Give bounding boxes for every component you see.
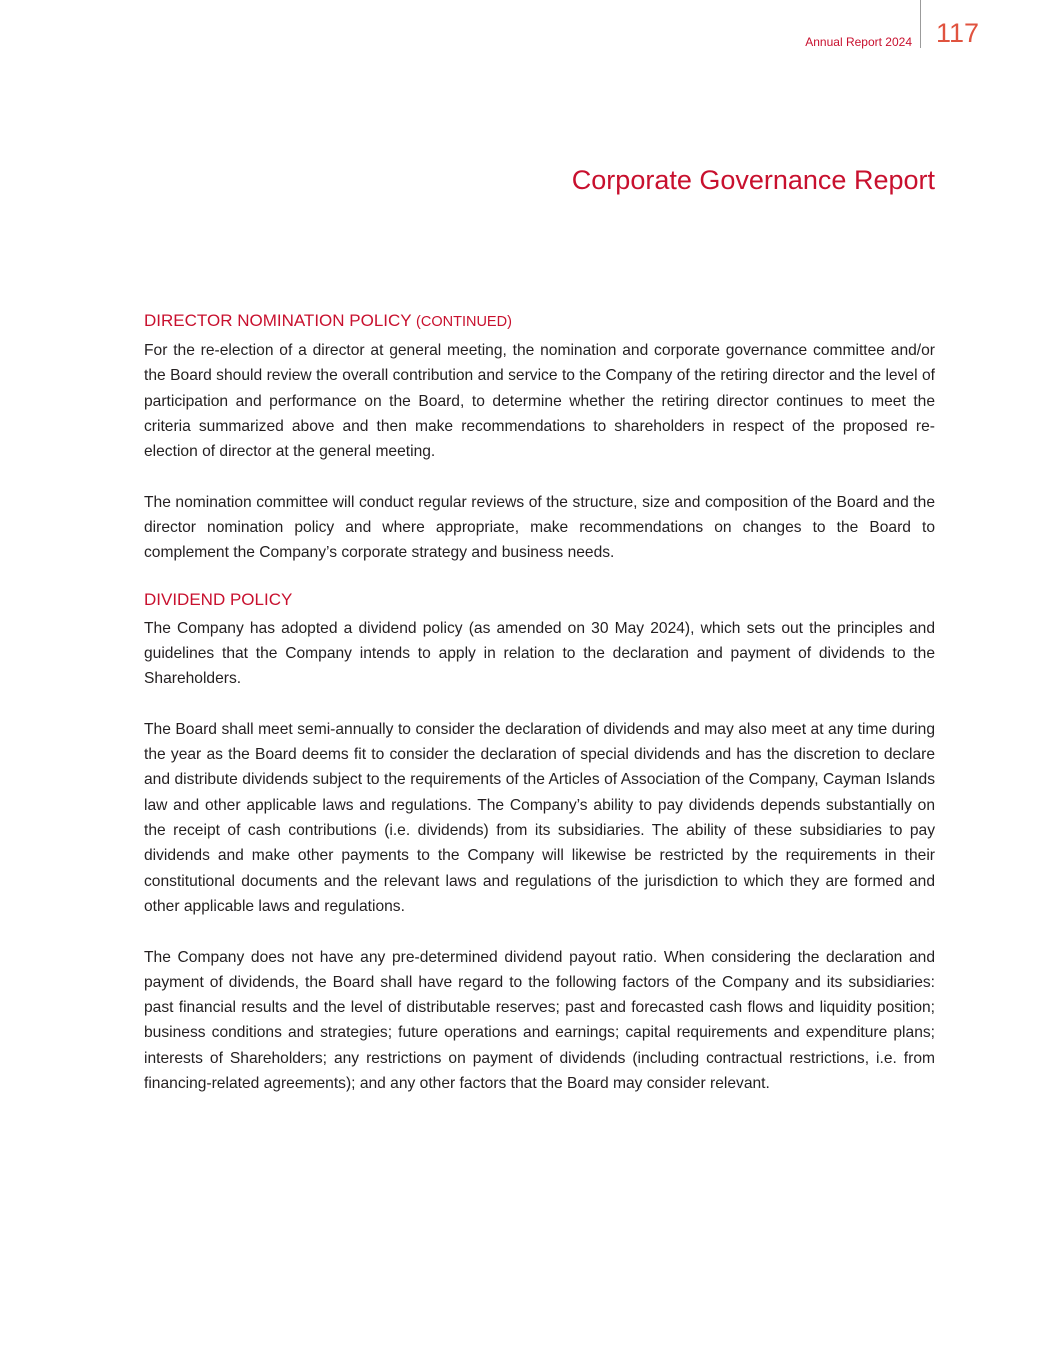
paragraph-dividend-adopted: The Company has adopted a dividend policy (as amended on 30 May 2024), which sets out the principles and guidelines that the Company intends to apply in relation to the declaration and payment of dividends to the Shareholders. [144,619,935,688]
page-title: Corporate Governance Report [571,165,935,195]
section-heading-dividend-policy: DIVIDEND POLICY [144,589,293,609]
section-heading-director-nomination [144,310,935,333]
section-heading-suffix: (CONTINUED) [416,314,512,330]
header-divider [920,0,921,48]
paragraph-payout-factors: The Company does not have any pre-determined dividend payout ratio. When considering the declaration and payment of dividends, the Board shall have regard to the following factors of the Company and its subsidiaries: past financial results and the level of distributable reserves; past and forecasted cash flows and liquidity position; business conditions and strategies; future operations and earnings; capital requirements and expenditure plans; interests of Shareholders; any restrictions on payment of dividends (including contractual restrictions, i.e. from financing-related agreements); and any other factors that the Board may consider relevant. [144,948,935,1093]
paragraph-board-dividends: The Board shall meet semi-annually to consider the declaration of dividends and may also meet at any time during the year as the Board deems fit to consider the declaration of special dividends and has the discretion to declare and distribute dividends subject to the requirements of the Articles of Association of the Company, Cayman Islands law and other applicable laws and regulations. The Company’s ability to pay dividends depends substantially on the receipt of cash contributions (i.e. dividends) from its subsidiaries. The ability of these subsidiaries to pay dividends and make other payments to the Company will likewise be restricted by the requirements in their constitutional documents and the relevant laws and regulations of the jurisdiction to which they are formed and other applicable laws and regulations. [144,720,935,915]
report-body [144,310,935,1096]
page-number: 117 [936,18,980,48]
section-heading-text: DIRECTOR NOMINATION POLICY [144,311,412,330]
paragraph-nomination-review: The nomination committee will conduct regular reviews of the structure, size and composition of the Board and the director nomination policy and where appropriate, make recommendations on changes to the Board to complement the Company’s corporate strategy and business needs. [144,493,935,562]
paragraph-reelection: For the re-election of a director at general meeting, the nomination and corporate governance committee and/or the Board should review the overall contribution and service to the Company of the retiring director and the level of participation and performance on the Board, to determine whether the retiring director continues to meet the criteria summarized above and then make recommendations to shareholders in respect of the proposed re-election of director at the general meeting. [144,342,935,461]
report-label: Annual Report 2024 [805,35,912,49]
